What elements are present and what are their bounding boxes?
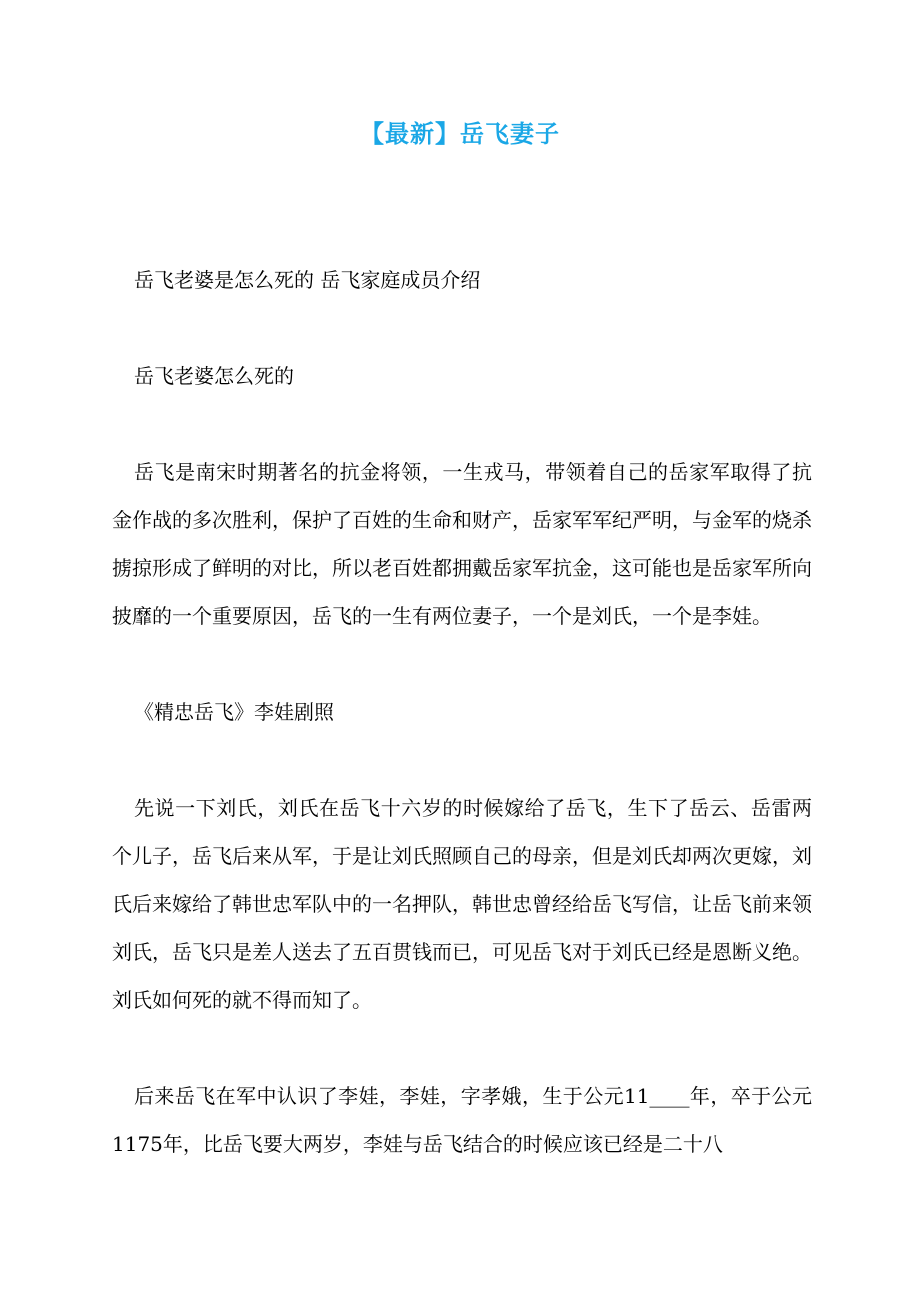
paragraph-liu-shi: 先说一下刘氏，刘氏在岳飞十六岁的时候嫁给了岳飞，生下了岳云、岳雷两个儿子，岳飞后来从军，于是让刘氏照顾自己的母亲，但是刘氏却两次更嫁，刘氏后来嫁给了韩世忠军队中的一名押队，韩世忠曾经给岳飞写信，让岳飞前来领刘氏，岳飞只是差人送去了五百贯钱而已，可见岳飞对于刘氏已经是恩断义绝。刘氏如何死的就不得而知了。 (112, 796, 812, 1012)
paragraph-intro: 岳飞是南宋时期著名的抗金将领，一生戎马，带领着自己的岳家军取得了抗金作战的多次胜利，保护了百姓的生命和财产，岳家军军纪严明，与金军的烧杀掳掠形成了鲜明的对比，所以老百姓都拥戴岳家军抗金，这可能也是岳家军所向披靡的一个重要原因，岳飞的一生有两位妻子，一个是刘氏，一个是李娃。 (112, 460, 812, 628)
subheading: 岳飞老婆怎么死的 (134, 364, 294, 388)
photo-caption: 《精忠岳飞》李娃剧照 (134, 700, 334, 724)
paragraph-li-wa: 后来岳飞在军中认识了李娃，李娃，字孝娥，生于公元11____年，卒于公元1175年，比岳飞要大两岁，李娃与岳飞结合的时候应该已经是二十八 (112, 1084, 812, 1156)
headline: 岳飞老婆是怎么死的 岳飞家庭成员介绍 (134, 268, 481, 292)
document-title: 【最新】岳飞妻子 (360, 119, 560, 148)
